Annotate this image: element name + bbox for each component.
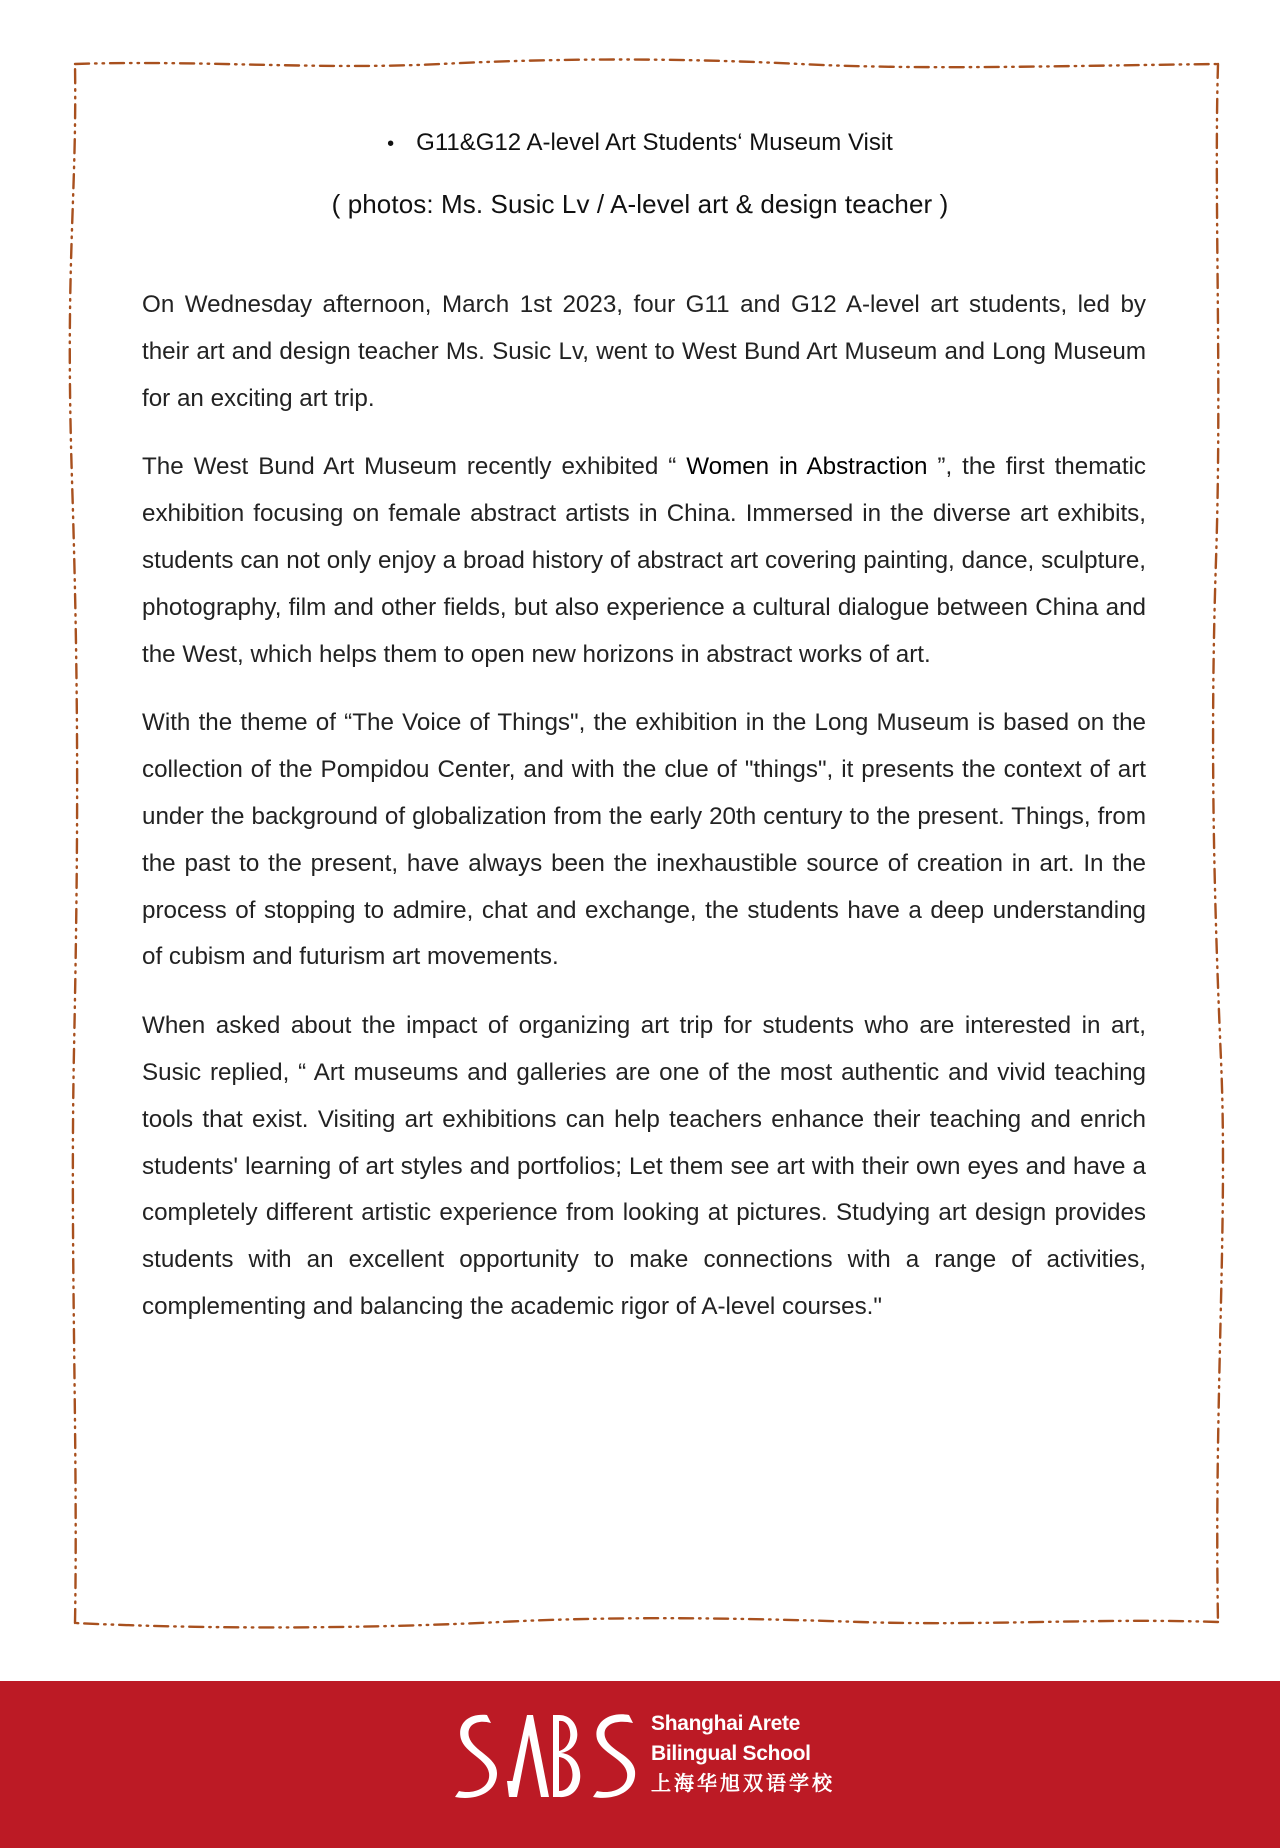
sabs-logo-icon xyxy=(453,1711,637,1799)
school-name-chinese: 上海华旭双语学校 xyxy=(651,1773,835,1795)
article-body xyxy=(142,282,1146,1353)
paragraph-west-bund xyxy=(142,444,1146,678)
school-name-line2: Bilingual School xyxy=(651,1742,811,1765)
paragraph-teacher-quote: When asked about the impact of organizing art trip for students who are interested in art, Susic replied, “ Art museums and galleries are one of the most authentic and vivid teaching tools that exist. Visiting art exhibitions can help teachers enhance their teaching and enrich students' learning of art styles and portfolios; Let them see art with their own eyes and have a completely different artistic experience from looking at pictures. Studying art design provides students with an excellent opportunity to make connections with a range of activities, complementing and balancing the academic rigor of A-level courses." xyxy=(142,1012,1146,1320)
paragraph-text: ”, the first thematic exhibition focusing on female abstract artists in China. Immersed in the diverse art exhibits, students can not only enjoy a broad history of abstract art covering painting, dance, sculpture, photography, film and other fields, but also experience a cultural dialogue between China and the West, which helps them to open new horizons in abstract works of art. xyxy=(142,453,1147,668)
school-footer-banner xyxy=(0,1681,1280,1848)
paragraph-intro: On Wednesday afternoon, March 1st 2023, four G11 and G12 A-level art students, led by their art and design teacher Ms. Susic Lv, went to West Bund Art Museum and Long Museum for an exciting art trip. xyxy=(142,291,1146,412)
paragraph-long-museum: With the theme of “The Voice of Things", the exhibition in the Long Museum is based on the collection of the Pompidou Center, and with the clue of "things", it presents the context of art under the background of globalization from the early 20th century to the present. Things, from the past to the present, have always been the inexhaustible source of creation in art. In the process of stopping to admire, chat and exchange, the students have a deep understanding of cubism and futurism art movements. xyxy=(142,709,1146,971)
bullet-icon: • xyxy=(387,133,395,155)
exhibition-name: Women in Abstraction xyxy=(686,453,928,481)
paragraph-text: The West Bund Art Museum recently exhibited “ xyxy=(142,453,687,481)
school-name xyxy=(651,1709,835,1799)
article-title xyxy=(0,127,1280,160)
photo-credit: ( photos: Ms. Susic Lv / A-level art & design teacher ) xyxy=(331,189,949,219)
article-title-text: G11&G12 A-level Art Students‘ Museum Visit xyxy=(416,129,893,156)
school-name-line1: Shanghai Arete xyxy=(651,1712,801,1735)
